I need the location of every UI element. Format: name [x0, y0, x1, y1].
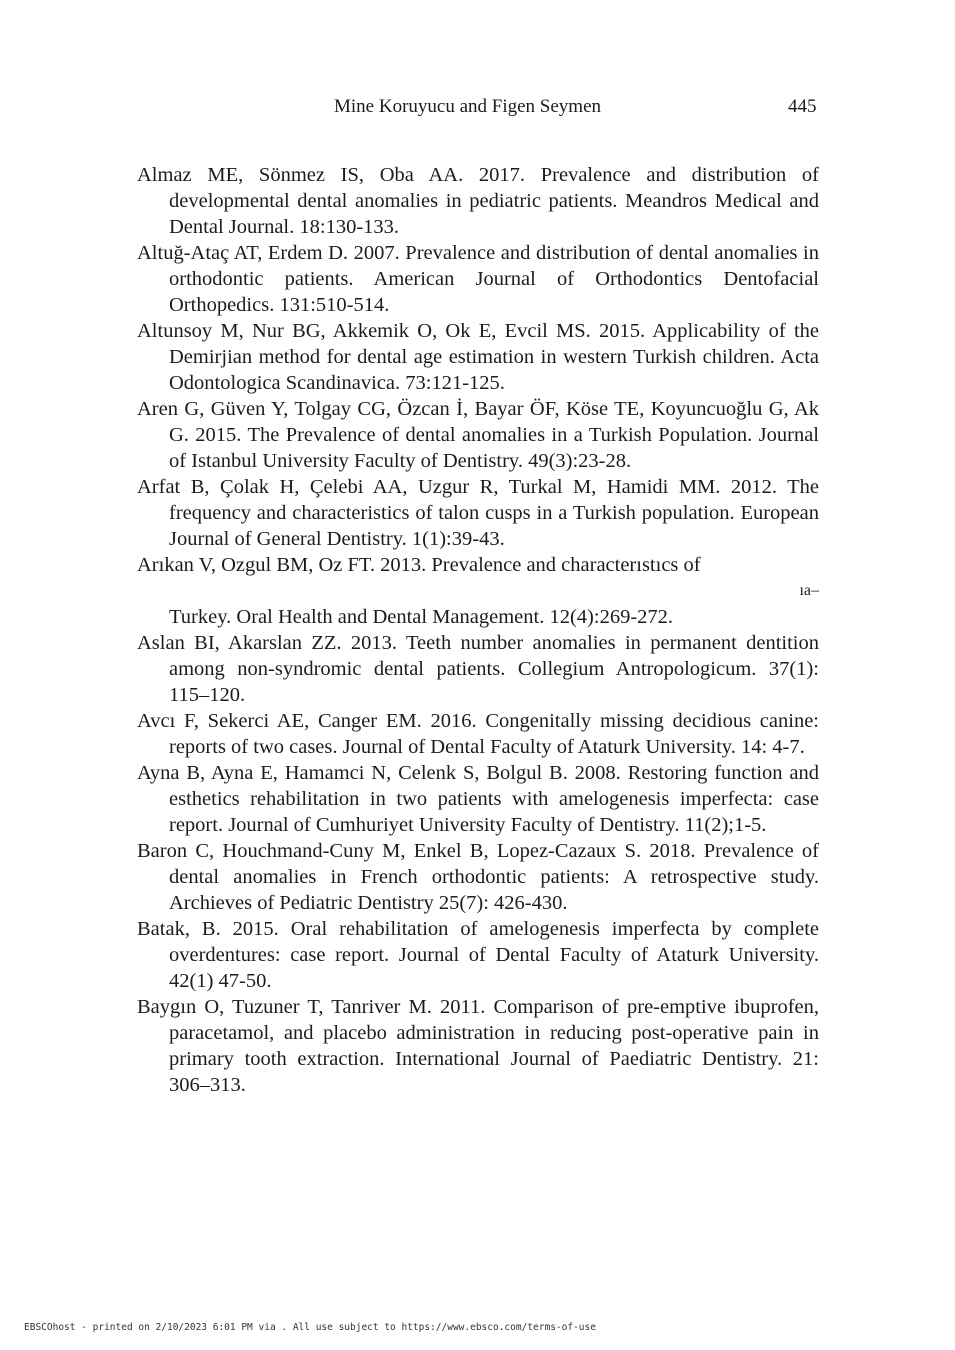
reference-entry: Arfat B, Çolak H, Çelebi AA, Uzgur R, Turkal M, Hamidi MM. 2012. The frequency and characteristics of talon cusps in a Turkish population. European Journal of General Dentistry. 1(1):39-43.	[137, 476, 819, 550]
page-number: 445	[788, 96, 817, 117]
reference-entry: Almaz ME, Sönmez IS, Oba AA. 2017. Prevalence and distribution of developmental dental anomalies in pediatric patients. Meandros Medical and Dental Journal. 18:130-133.	[137, 164, 819, 238]
reference-entry: Altunsoy M, Nur BG, Akkemik O, Ok E, Evcil MS. 2015. Applicability of the Demirjian method for dental age estimation in western Turkish children. Acta Odontologica Scandinavica. 73:121-125.	[137, 320, 819, 394]
running-head-authors: Mine Koruyucu and Figen Seymen	[334, 96, 602, 117]
reference-entry: Aslan BI, Akarslan ZZ. 2013. Teeth number anomalies in permanent dentition among non-syndromic dental patients. Collegium Antropologicum. 37(1): 115–120.	[137, 632, 819, 706]
reference-arikan-last-line: Turkey. Oral Health and Dental Management. 12(4):269-272.	[169, 606, 674, 628]
reference-entry: Avcı F, Sekerci AE, Canger EM. 2016. Congenitally missing decidious canine: reports of two cases. Journal of Dental Faculty of Ataturk University. 14: 4-7.	[137, 710, 819, 758]
reference-entry: Baron C, Houchmand-Cuny M, Enkel B, Lopez-Cazaux S. 2018. Prevalence of dental anomalies in French orthodontic patients: A retrospective study. Archieves of Pediatric Dentistry 25(7): 426-430.	[137, 840, 819, 914]
running-head	[0, 96, 955, 120]
ebsco-footer-note: EBSCOhost - printed on 2/10/2023 6:01 PM via . All use subject to https://www.ebsco.com/terms-of-use	[24, 1322, 596, 1333]
reference-entry: Ayna B, Ayna E, Hamamci N, Celenk S, Bolgul B. 2008. Restoring function and esthetics rehabilitation in two patients with amelogenesis imperfecta: case report. Journal of Cumhuriyet University Faculty of Dentistry. 11(2);1-5.	[137, 762, 819, 836]
reference-entry: Altuğ-Ataç AT, Erdem D. 2007. Prevalence and distribution of dental anomalies in orthodontic patients. American Journal of Orthodontics Dentofacial Orthopedics. 131:510-514.	[137, 242, 819, 316]
reference-arikan-first-line: Arıkan V, Ozgul BM, Oz FT. 2013. Prevalence and characterıstıcs of	[137, 554, 701, 576]
reference-entry: Aren G, Güven Y, Tolgay CG, Özcan İ, Bayar ÖF, Köse TE, Koyuncuoğlu G, Ak G. 2015. The Prevalence of dental anomalies in a Turkish Population. Journal of Istanbul University Faculty of Dentistry. 49(3):23-28.	[137, 398, 819, 472]
reference-entry-arikan	[137, 552, 819, 630]
reference-list	[137, 162, 819, 1098]
reference-entry: Batak, B. 2015. Oral rehabilitation of amelogenesis imperfecta by complete overdentures: case report. Journal of Dental Faculty of Ataturk University. 42(1) 47-50.	[137, 918, 819, 992]
reference-entry: Baygın O, Tuzuner T, Tanriver M. 2011. Comparison of pre-emptive ibuprofen, paracetamol, and placebo administration in reducing post-operative pain in primary tooth extraction. International Journal of Paediatric Dentistry. 21: 306–313.	[137, 996, 819, 1096]
reference-arikan-gap-fragment: ıa–	[799, 582, 819, 599]
